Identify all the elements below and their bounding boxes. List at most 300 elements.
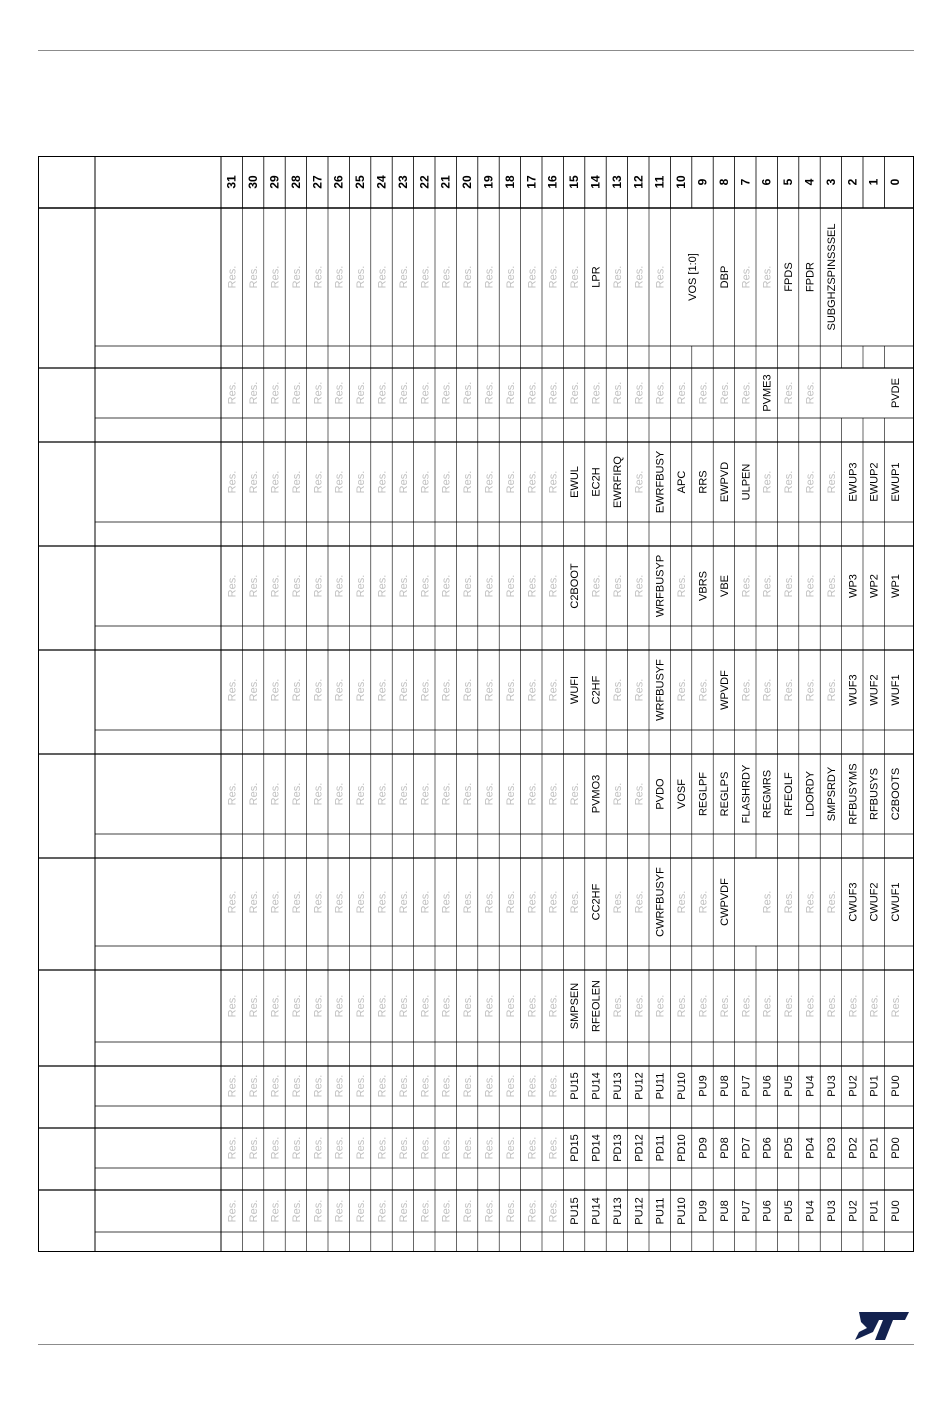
reserved-bit-label: Res. [355,265,368,289]
reserved-bit-label: Res. [312,1199,325,1223]
header-rule [38,50,914,51]
field-label: PD11 [654,1134,667,1162]
reserved-bit-label: Res. [740,265,753,289]
reserved-bit-label: Res. [547,265,560,289]
reserved-bit-label: Res. [504,470,517,494]
field-label: APC [676,470,689,494]
reserved-bit-label: Res. [761,265,774,289]
reserved-bit-label: Res. [248,1074,261,1098]
reserved-bit-label: Res. [547,1136,560,1160]
reserved-bit-label: Res. [633,782,646,806]
reserved-bit-label: Res. [740,574,753,598]
reserved-bit-label: Res. [333,890,346,914]
reserved-bit-label: Res. [419,1199,432,1223]
reserved-bit-label: Res. [269,994,282,1018]
bit-number-header: 7 [738,178,753,186]
reserved-bit-label: Res. [248,1199,261,1223]
bit-number-header: 27 [310,175,325,189]
field-label: CWUF2 [868,882,881,922]
reserved-bit-label: Res. [333,782,346,806]
field-label: FPDS [783,262,796,292]
reserved-bit-label: Res. [483,381,496,405]
reserved-bit-label: Res. [226,574,239,598]
reserved-bit-label: Res. [419,574,432,598]
reserved-bit-label: Res. [248,574,261,598]
field-label: PD14 [590,1134,603,1162]
reserved-bit-label: Res. [483,1136,496,1160]
field-label: SMPSRDY [825,766,838,822]
reserved-bit-label: Res. [462,678,475,702]
bit-number-header: 8 [716,178,731,186]
reserved-bit-label: Res. [526,782,539,806]
bit-number-header: 3 [823,178,838,186]
reserved-bit-label: Res. [547,1199,560,1223]
reserved-bit-label: Res. [269,890,282,914]
reserved-bit-label: Res. [483,1074,496,1098]
bit-number-header: 10 [674,175,689,189]
reserved-bit-label: Res. [226,265,239,289]
reserved-bit-label: Res. [526,265,539,289]
reserved-bit-label: Res. [376,574,389,598]
reserved-bit-label: Res. [355,1199,368,1223]
field-label: C2BOOT [569,563,582,609]
reserved-bit-label: Res. [248,381,261,405]
reserved-bit-label: Res. [376,678,389,702]
reserved-bit-label: Res. [290,574,303,598]
reserved-bit-label: Res. [397,1199,410,1223]
reserved-bit-label: Res. [462,470,475,494]
reserved-bit-label: Res. [804,574,817,598]
bit-number-header: 4 [802,178,817,186]
reserved-bit-label: Res. [355,1074,368,1098]
reserved-bit-label: Res. [419,994,432,1018]
reserved-bit-label: Res. [761,470,774,494]
field-label: WPVDF [718,670,731,710]
field-label: C2HF [590,675,603,705]
reserved-bit-label: Res. [504,381,517,405]
reserved-bit-label: Res. [290,265,303,289]
reserved-bit-label: Res. [783,994,796,1018]
field-label: PU7 [740,1200,753,1222]
reserved-bit-label: Res. [462,381,475,405]
reserved-bit-label: Res. [376,782,389,806]
reserved-bit-label: Res. [269,470,282,494]
reserved-bit-label: Res. [483,470,496,494]
reserved-bit-label: Res. [440,574,453,598]
reserved-bit-label: Res. [355,470,368,494]
field-label: PU5 [783,1075,796,1097]
reserved-bit-label: Res. [397,1074,410,1098]
reserved-bit-label: Res. [376,1074,389,1098]
reserved-bit-label: Res. [419,381,432,405]
reserved-bit-label: Res. [397,574,410,598]
reserved-bit-label: Res. [483,782,496,806]
field-label: PU15 [569,1072,582,1100]
reserved-bit-label: Res. [483,890,496,914]
field-label: PU10 [676,1197,689,1225]
field-label: LPR [590,266,603,288]
reserved-bit-label: Res. [226,1074,239,1098]
reserved-bit-label: Res. [718,381,731,405]
reserved-bit-label: Res. [890,994,903,1018]
register-block [38,368,914,442]
reserved-bit-label: Res. [783,381,796,405]
register-map-svg [38,156,914,1252]
field-label: WUF3 [847,674,860,706]
field-label: VOSF [676,779,689,809]
field-label: EWUL [569,466,582,498]
reserved-bit-label: Res. [633,678,646,702]
field-label: FPDR [804,262,817,292]
field-label: ULPEN [740,463,753,501]
reserved-bit-label: Res. [333,1074,346,1098]
reserved-bit-label: Res. [226,890,239,914]
reserved-bit-label: Res. [740,994,753,1018]
reserved-bit-label: Res. [290,678,303,702]
reserved-bit-label: Res. [419,890,432,914]
reserved-bit-label: Res. [526,1199,539,1223]
reserved-bit-label: Res. [504,782,517,806]
field-label: PD6 [761,1137,774,1159]
reserved-bit-label: Res. [676,890,689,914]
reserved-bit-label: Res. [676,381,689,405]
register-block [38,1128,914,1190]
reserved-bit-label: Res. [697,381,710,405]
reserved-bit-label: Res. [569,890,582,914]
reserved-bit-label: Res. [526,994,539,1018]
bit-number-header: 30 [246,175,261,189]
reserved-bit-label: Res. [590,574,603,598]
reserved-bit-label: Res. [462,1136,475,1160]
reserved-bit-label: Res. [868,994,881,1018]
reserved-bit-label: Res. [376,1136,389,1160]
reserved-bit-label: Res. [312,265,325,289]
field-label: DBP [718,265,731,289]
reserved-bit-label: Res. [504,1136,517,1160]
field-label: PU8 [718,1075,731,1097]
bit-number-header: 31 [224,175,239,189]
reserved-bit-label: Res. [804,994,817,1018]
reserved-bit-label: Res. [740,381,753,405]
bit-number-header: 21 [438,175,453,189]
footer-rule [38,1344,914,1345]
field-label: PU10 [676,1072,689,1100]
field-label: WRFBUSYF [654,659,667,721]
reserved-bit-label: Res. [462,994,475,1018]
register-block [38,970,914,1066]
bit-number-header: 6 [759,178,774,186]
bit-number-header: 5 [781,178,796,186]
reserved-bit-label: Res. [804,890,817,914]
reserved-bit-label: Res. [312,994,325,1018]
register-map-table [38,156,914,1252]
reserved-bit-label: Res. [333,574,346,598]
field-label: PD3 [825,1137,838,1159]
reserved-bit-label: Res. [676,994,689,1018]
st-logo [853,1310,911,1342]
reserved-bit-label: Res. [290,470,303,494]
reserved-bit-label: Res. [526,1074,539,1098]
reserved-bit-label: Res. [569,381,582,405]
reserved-bit-label: Res. [355,994,368,1018]
reserved-bit-label: Res. [825,470,838,494]
field-label: CC2HF [590,883,603,921]
reserved-bit-label: Res. [611,265,624,289]
field-label: PU15 [569,1197,582,1225]
bit-number-header: 23 [395,175,410,189]
reserved-bit-label: Res. [333,994,346,1018]
reserved-bit-label: Res. [226,994,239,1018]
reserved-bit-label: Res. [440,381,453,405]
bit-number-header: 18 [502,175,517,189]
reserved-bit-label: Res. [633,381,646,405]
reserved-bit-label: Res. [462,890,475,914]
reserved-bit-label: Res. [504,1074,517,1098]
reserved-bit-label: Res. [333,470,346,494]
reserved-bit-label: Res. [440,1074,453,1098]
register-block [38,442,914,546]
reserved-bit-label: Res. [825,574,838,598]
reserved-bit-label: Res. [419,1074,432,1098]
reserved-bit-label: Res. [226,470,239,494]
field-label: WP3 [847,574,860,598]
reserved-bit-label: Res. [248,1136,261,1160]
reserved-bit-label: Res. [419,678,432,702]
field-label: C2BOOTS [890,767,903,821]
st-logo-icon [853,1310,911,1342]
reserved-bit-label: Res. [611,678,624,702]
reserved-bit-label: Res. [376,1199,389,1223]
reserved-bit-label: Res. [761,994,774,1018]
reserved-bit-label: Res. [761,574,774,598]
field-label: PD9 [697,1137,710,1159]
reserved-bit-label: Res. [269,782,282,806]
field-label: WUF2 [868,674,881,706]
reserved-bit-label: Res. [547,994,560,1018]
field-label: PD12 [633,1134,646,1162]
reserved-bit-label: Res. [269,1199,282,1223]
reserved-bit-label: Res. [504,890,517,914]
field-label: VBRS [697,571,710,601]
bit-number-header: 0 [888,178,903,186]
field-label: VBE [718,574,731,598]
reserved-bit-label: Res. [248,782,261,806]
field-label: PD13 [611,1134,624,1162]
reserved-bit-label: Res. [825,994,838,1018]
field-label: SUBGHZSPINSSSEL [825,223,838,331]
reserved-bit-label: Res. [697,678,710,702]
field-label: WUF1 [890,674,903,706]
reserved-bit-label: Res. [440,470,453,494]
field-label: PU0 [890,1200,903,1222]
reserved-bit-label: Res. [397,1136,410,1160]
reserved-bit-label: Res. [248,890,261,914]
field-label: PU9 [697,1075,710,1097]
reserved-bit-label: Res. [547,381,560,405]
reserved-bit-label: Res. [333,1199,346,1223]
reserved-bit-label: Res. [355,381,368,405]
reserved-bit-label: Res. [376,265,389,289]
reserved-bit-label: Res. [226,678,239,702]
reserved-bit-label: Res. [547,1074,560,1098]
reserved-bit-label: Res. [312,470,325,494]
register-block [38,858,914,970]
field-label: REGLPF [697,771,710,817]
field-label: RFBUSYS [868,768,881,820]
reserved-bit-label: Res. [462,1074,475,1098]
field-label: WP1 [890,574,903,598]
reserved-bit-label: Res. [526,574,539,598]
field-label: PD1 [868,1137,881,1159]
reserved-bit-label: Res. [312,1074,325,1098]
reserved-bit-label: Res. [740,678,753,702]
reserved-bit-label: Res. [312,574,325,598]
reserved-bit-label: Res. [611,782,624,806]
field-label: PU6 [761,1200,774,1222]
bit-number-header: 19 [481,175,496,189]
reserved-bit-label: Res. [547,678,560,702]
bit-number-header: 17 [524,175,539,189]
field-label: PU13 [611,1072,624,1100]
field-label: PU11 [654,1197,667,1225]
reserved-bit-label: Res. [633,574,646,598]
reserved-bit-label: Res. [783,470,796,494]
bit-number-header: 14 [588,175,603,189]
register-block [38,1190,914,1252]
field-label: PD5 [783,1137,796,1159]
reserved-bit-label: Res. [526,1136,539,1160]
field-label: RRS [697,470,710,494]
field-label: LDORDY [804,771,817,817]
field-label: RFEOLF [783,772,796,816]
reserved-bit-label: Res. [697,890,710,914]
reserved-bit-label: Res. [504,994,517,1018]
bit-number-header: 13 [609,175,624,189]
reserved-bit-label: Res. [312,381,325,405]
field-label: PU3 [825,1200,838,1222]
reserved-bit-label: Res. [333,1136,346,1160]
reserved-bit-label: Res. [419,265,432,289]
reserved-bit-label: Res. [783,890,796,914]
bit-number-header: 20 [460,175,475,189]
register-block [38,650,914,754]
reserved-bit-label: Res. [825,678,838,702]
reserved-bit-label: Res. [676,678,689,702]
reserved-bit-label: Res. [804,381,817,405]
reserved-bit-label: Res. [611,994,624,1018]
reserved-bit-label: Res. [226,381,239,405]
reserved-bit-label: Res. [547,782,560,806]
reserved-bit-label: Res. [718,994,731,1018]
reserved-bit-label: Res. [590,381,603,405]
reserved-bit-label: Res. [440,1136,453,1160]
reserved-bit-label: Res. [397,994,410,1018]
reserved-bit-label: Res. [397,381,410,405]
reserved-bit-label: Res. [783,678,796,702]
reserved-bit-label: Res. [248,678,261,702]
bit-number-header: 29 [267,175,282,189]
bit-number-header: 9 [695,178,710,186]
reserved-bit-label: Res. [761,678,774,702]
reserved-bit-label: Res. [312,782,325,806]
field-label: CWRFBUSYF [654,867,667,937]
reserved-bit-label: Res. [440,1199,453,1223]
reserved-bit-label: Res. [654,381,667,405]
reserved-bit-label: Res. [654,994,667,1018]
reserved-bit-label: Res. [397,265,410,289]
reserved-bit-label: Res. [355,782,368,806]
field-label: PU3 [825,1075,838,1097]
reserved-bit-label: Res. [440,782,453,806]
reserved-bit-label: Res. [547,890,560,914]
bit-number-header: 2 [845,178,860,186]
register-block [38,546,914,650]
register-block [38,208,914,368]
field-label: PU12 [633,1072,646,1100]
field-label: PD7 [740,1137,753,1159]
field-label: PU1 [868,1200,881,1222]
bit-number-header: 24 [374,175,389,189]
reserved-bit-label: Res. [526,470,539,494]
reserved-bit-label: Res. [355,890,368,914]
field-label: CWUF3 [847,882,860,922]
field-label: PU8 [718,1200,731,1222]
bit-number-header: 26 [331,175,346,189]
reserved-bit-label: Res. [397,470,410,494]
field-label: SMPSEN [569,982,582,1030]
field-label: PU11 [654,1072,667,1100]
field-label: PVMO3 [590,774,603,814]
reserved-bit-label: Res. [419,782,432,806]
reserved-bit-label: Res. [226,782,239,806]
field-label: PD2 [847,1137,860,1159]
field-label: PD10 [676,1134,689,1162]
reserved-bit-label: Res. [462,782,475,806]
reserved-bit-label: Res. [269,1074,282,1098]
bit-number-header: 11 [652,175,667,189]
field-label: PU9 [697,1200,710,1222]
reserved-bit-label: Res. [355,574,368,598]
bit-number-header: 28 [288,175,303,189]
reserved-bit-label: Res. [676,574,689,598]
reserved-bit-label: Res. [290,1074,303,1098]
field-label: CWUF1 [890,882,903,922]
reserved-bit-label: Res. [419,470,432,494]
field-label: PU12 [633,1197,646,1225]
field-label: RFBUSYMS [847,763,860,825]
reserved-bit-label: Res. [269,265,282,289]
field-label: PD15 [569,1134,582,1162]
reserved-bit-label: Res. [462,265,475,289]
field-label: EWUP1 [890,462,903,502]
reserved-bit-label: Res. [333,265,346,289]
reserved-bit-label: Res. [569,782,582,806]
reserved-bit-label: Res. [312,678,325,702]
reserved-bit-label: Res. [290,782,303,806]
reserved-bit-label: Res. [440,265,453,289]
field-label: PVDO [654,778,667,810]
field-label: PD4 [804,1137,817,1159]
bit-number-header: 16 [545,175,560,189]
bit-number-header: 22 [417,175,432,189]
field-label: PVDE [890,378,903,408]
reserved-bit-label: Res. [397,890,410,914]
reserved-bit-label: Res. [397,678,410,702]
reserved-bit-label: Res. [697,994,710,1018]
reserved-bit-label: Res. [376,994,389,1018]
reserved-bit-label: Res. [504,1199,517,1223]
reserved-bit-label: Res. [483,574,496,598]
